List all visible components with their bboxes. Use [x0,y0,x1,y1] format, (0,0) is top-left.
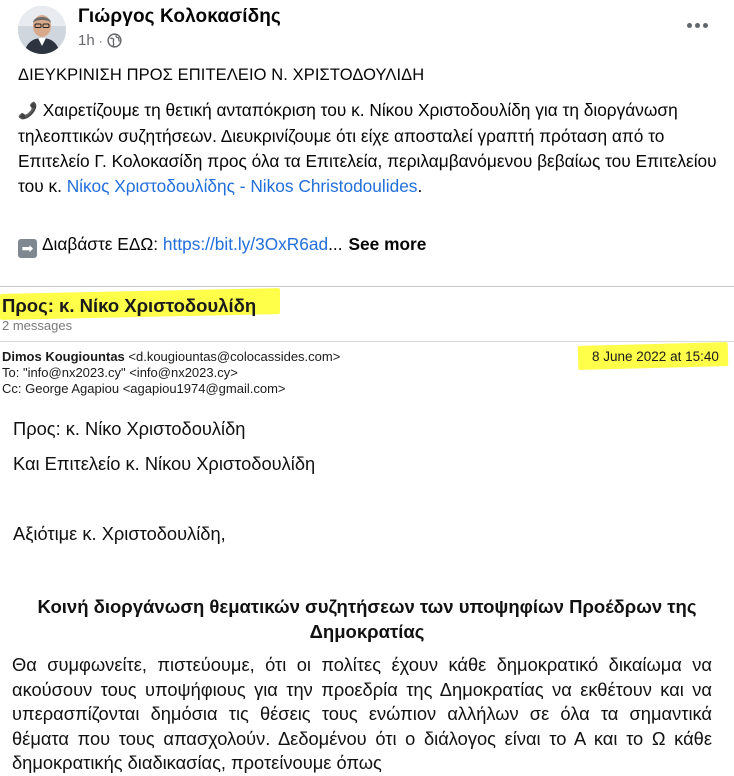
meta-separator: · [98,33,103,48]
email-image[interactable] [0,283,734,772]
from-address: <d.kougiountas@colocassides.com> [124,349,341,364]
email-subject: Προς: κ. Νίκο Χριστοδουλίδη [2,295,257,316]
post-header [0,0,734,62]
letter-recipient-staff: Και Επιτελείο κ. Νίκου Χριστοδουλίδη [13,453,316,474]
short-link[interactable]: https://bit.ly/3OxR6ad [162,234,329,254]
avatar[interactable] [18,6,66,54]
post-body-text: Χαιρετίζουμε τη θετική ανταπόκριση του κ. Νίκου Χριστοδουλίδη για τη διοργάνωση τηλεοπτικών συζητήσεων. Διευκρινίζουμε ότι είχε αποσταλεί γραπτή πρόταση από το Επιτελείο Γ. Κολοκασίδη προς όλα τα Επιτελεία, περιλαμβανόμενου βεβαίως του Επιτελείου του κ. [18,100,717,196]
message-count: 2 messages [2,318,73,333]
email-to: To: "info@nx2023.cy" <info@nx2023.cy> [2,365,238,380]
post-body-end: . [417,176,423,196]
letter-greeting: Αξιότιμε κ. Χριστοδουλίδη, [13,523,226,544]
more-dots-icon [687,23,692,28]
read-label: Διαβάστε ΕΔΩ: [42,234,163,254]
globe-icon [107,33,122,48]
phone-icon: 📞 [18,103,38,120]
letter-recipient: Προς: κ. Νίκο Χριστοδουλίδη [13,418,246,439]
post-meta [78,32,122,49]
divider [0,341,734,342]
see-more-button[interactable]: See more [348,234,427,254]
post-body [18,98,718,199]
letter-paragraph: Θα συμφωνείτε, πιστεύουμε, ότι οι πολίτες έχουν κάθε δημοκρατικό δικαίωμα να ακούσουν τους υποψήφιους για την προεδρία της Δημοκρατίας να εκθέτουν και να υπερασπίζονται δημόσια τις θέσεις τους ενώπιον αλλήλων σε όλα τα σημαντικά θέματα που τους απασχολούν. Δεδομένου ότι ο διάλογος είναι το Α και το Ω κάθε δημοκρατικής διαδικασίας, προτείνουμε όπως [12,654,712,773]
email-date: 8 June 2022 at 15:40 [592,349,719,364]
divider [0,286,734,287]
ellipsis: ... [328,234,343,254]
letter-heading: Κοινή διοργάνωση θεματικών συζητήσεων των υποψηφίων Προέδρων της Δημοκρατίας [37,596,697,642]
more-options-button[interactable] [682,12,712,38]
right-arrow-icon: ➡ [18,239,37,258]
author-name[interactable]: Γιώργος Κολοκασίδης [78,6,281,27]
email-cc: Cc: George Agapiou <agapiou1974@gmail.com> [2,381,286,396]
more-dot [703,23,708,28]
read-line [18,232,426,258]
from-name: Dimos Kougiountas [2,349,125,364]
mention-link[interactable]: Νίκος Χριστοδουλίδης - Nikos Christodoulides [66,176,418,196]
email-from [2,349,340,364]
post-title: ΔΙΕΥΚΡΙΝΙΣΗ ΠΡΟΣ ΕΠΙΤΕΛΕΙΟ Ν. ΧΡΙΣΤΟΔΟΥΛΙΔΗ [18,66,425,84]
post-time[interactable]: 1h [78,32,95,49]
more-dot [695,23,700,28]
